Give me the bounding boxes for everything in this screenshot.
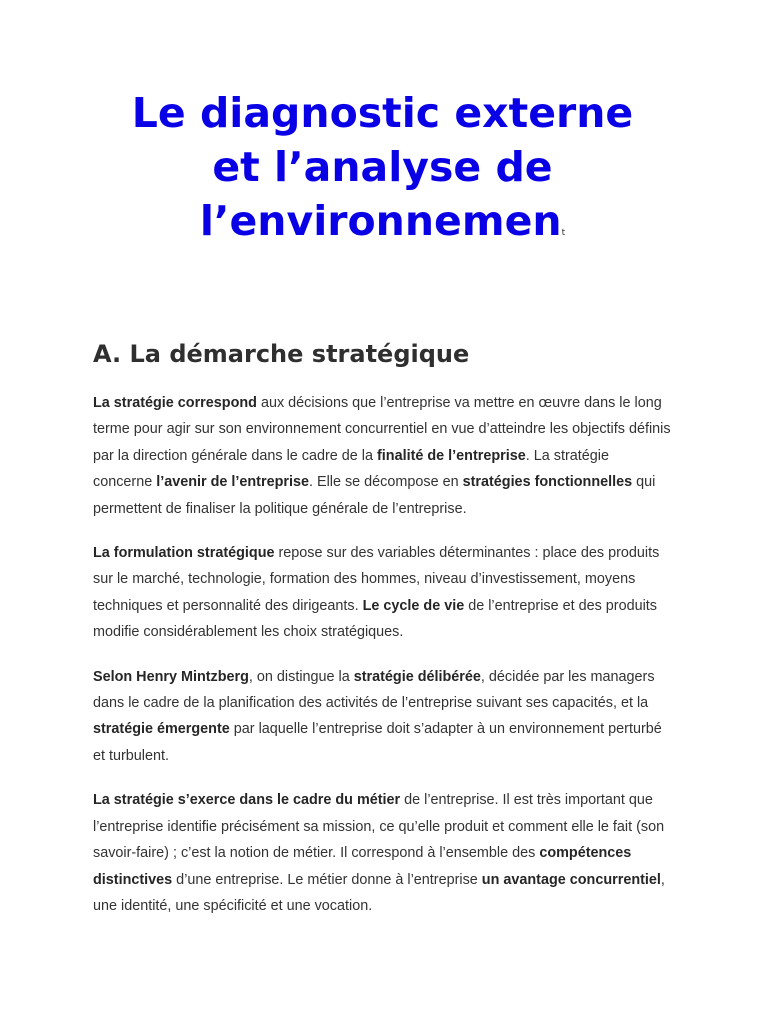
paragraph-text: de l’entreprise et des produits modifie considérablement les choix stratégiques.: [93, 597, 658, 641]
bold-term: Selon Henry Mintzberg: [93, 668, 249, 685]
paragraph-text: qui permettent de finaliser la politique générale de l’entreprise.: [93, 474, 656, 517]
title-line-1: Le diagnostic externe: [131, 89, 634, 137]
paragraph-text: . La stratégie concerne: [93, 447, 609, 491]
bold-term: La stratégie s’exerce dans le cadre du métier: [93, 792, 401, 809]
paragraph-text: de l’entreprise. Il est très important que l’entreprise identifie précisément sa mission, ce qu’elle produit et comment elle le fait (son savoir-faire) ; c’est la notion de métier. Il correspond à l’ensemble des: [93, 792, 665, 862]
title-line-2: et l’analyse de: [212, 143, 553, 191]
paragraph-text: par laquelle l’entreprise doit s’adapter à un environnement perturbé et turbulent.: [93, 721, 662, 764]
bold-term: l’avenir de l’entreprise: [156, 474, 309, 491]
bold-term: stratégies fonctionnelles: [462, 474, 633, 491]
title-line-3: [93, 194, 672, 260]
paragraph-text: d’une entreprise. Le métier donne à l’entreprise: [172, 871, 482, 888]
paragraph-text: , on distingue la: [248, 668, 354, 685]
document-title: [93, 0, 672, 260]
bold-term: stratégie émergente: [93, 721, 230, 738]
bold-term: Le cycle de vie: [362, 597, 465, 614]
bold-term: finalité de l’entreprise: [377, 447, 526, 464]
paragraph-strategic-formulation: [93, 540, 672, 646]
paragraph-text: aux décisions que l’entreprise va mettre en œuvre dans le long terme pour agir sur son environnement concurrentiel en vue d’atteindre les objectifs définis par la direction générale dans le cadre de la: [93, 395, 671, 464]
title-line-3-main: l’environnemen: [199, 197, 562, 245]
paragraph-metier: [93, 787, 672, 919]
paragraph-strategy-definition: [93, 390, 672, 522]
paragraph-text: , décidée par les managers dans le cadre de la planification des activités de l’entreprise suivant ses capacités, et la: [93, 668, 655, 712]
bold-term: compétences distinctives: [93, 845, 632, 888]
paragraph-text: , une identité, une spécificité et une vocation.: [93, 871, 665, 914]
paragraph-text: repose sur des variables déterminantes : place des produits sur le marché, technologie, formation des hommes, niveau d’investissement, moyens techniques et personnalité des dirigeants.: [93, 545, 660, 614]
title-line-3-tail: t: [561, 228, 566, 238]
bold-term: La formulation stratégique: [93, 545, 275, 562]
paragraph-text: . Elle se décompose en: [308, 474, 463, 491]
bold-term: stratégie délibérée: [353, 668, 481, 685]
bold-term: La stratégie correspond: [93, 395, 257, 411]
section-heading: A. La démarche stratégique: [93, 340, 470, 368]
bold-term: un avantage concurrentiel: [481, 871, 661, 888]
paragraph-mintzberg: [93, 664, 672, 770]
